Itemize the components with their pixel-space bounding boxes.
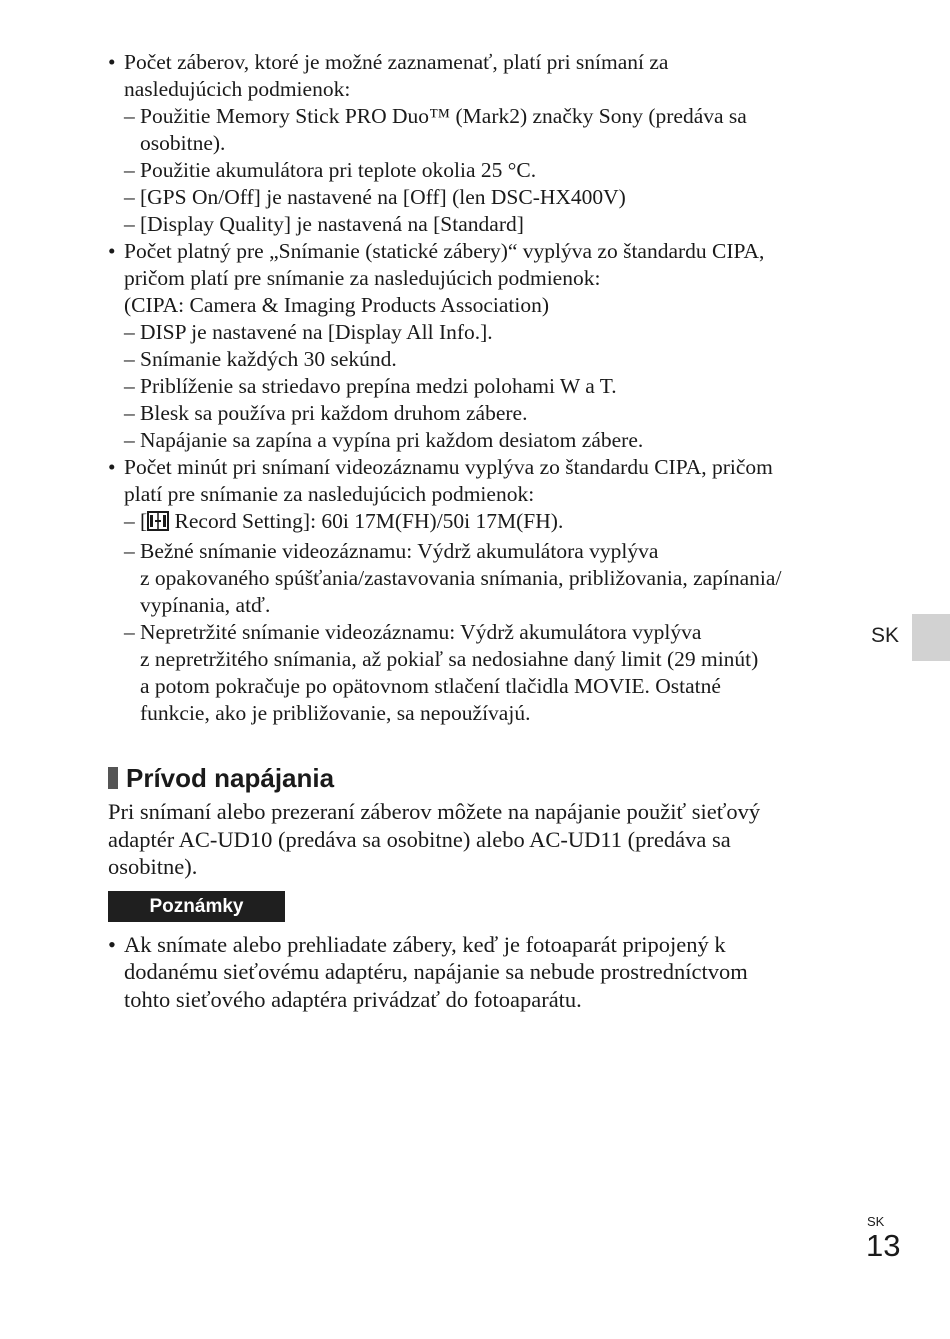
dash-item-continuation <box>108 130 858 157</box>
text-line: pričom platí pre snímanie za nasledujúcich podmienok: <box>124 266 601 290</box>
dash-marker: – <box>124 620 135 644</box>
text-line: (CIPA: Camera & Imaging Products Association) <box>124 293 549 317</box>
heading-bar-icon <box>108 767 118 789</box>
dash-item-continuation <box>108 646 858 673</box>
bullet-item <box>108 49 858 76</box>
text-line: z opakovaného spúšťania/zastavovania snímania, približovania, zapínania/ <box>140 566 782 590</box>
text-line: adaptér AC-UD10 (predáva sa osobitne) alebo AC-UD11 (predáva sa <box>108 826 731 852</box>
dash-item <box>108 400 858 427</box>
bracket-open: [ <box>140 509 148 533</box>
dash-marker: – <box>124 428 135 452</box>
dash-marker: – <box>124 509 135 533</box>
text-line: nasledujúcich podmienok: <box>124 77 351 101</box>
text-line: Počet platný pre „Snímanie (statické zábery)“ vyplýva zo štandardu CIPA, <box>124 239 765 263</box>
text-line: [GPS On/Off] je nastavené na [Off] (len DSC-HX400V) <box>140 185 626 209</box>
dash-item-continuation <box>108 565 858 592</box>
dash-marker: – <box>124 347 135 371</box>
section-heading <box>108 762 858 794</box>
text-line: z nepretržitého snímania, až pokiaľ sa nedosiahne daný limit (29 minút) <box>140 647 759 671</box>
text-line: Snímanie každých 30 sekúnd. <box>140 347 397 371</box>
bullet-marker: • <box>108 239 116 263</box>
text-line: Nepretržité snímanie videozáznamu: Výdrž akumulátora vyplýva <box>140 620 702 644</box>
text-line: Počet minút pri snímaní videozáznamu vyplýva zo štandardu CIPA, pričom <box>124 455 773 479</box>
text-line: Record Setting]: 60i 17M(FH)/50i 17M(FH). <box>169 509 564 533</box>
dash-item <box>108 184 858 211</box>
dash-item-continuation <box>108 592 858 619</box>
bullet-item <box>108 454 858 481</box>
heading-text: Prívod napájania <box>126 763 335 793</box>
notes-body <box>108 931 858 1014</box>
dash-item <box>108 157 858 184</box>
page-number: 13 <box>866 1228 901 1263</box>
bullet-marker: • <box>108 50 116 74</box>
dash-marker: – <box>124 212 135 236</box>
text-line: Napájanie sa zapína a vypína pri každom desiatom zábere. <box>140 428 644 452</box>
text-line: Počet záberov, ktoré je možné zaznamenať, platí pri snímaní za <box>124 50 669 74</box>
text-line: Použitie akumulátora pri teplote okolia 25 °C. <box>140 158 537 182</box>
text-line: Bežné snímanie videozáznamu: Výdrž akumulátora vyplýva <box>140 539 659 563</box>
text-line: Použitie Memory Stick PRO Duo™ (Mark2) značky Sony (predáva sa <box>140 104 747 128</box>
text-line: DISP je nastavené na [Display All Info.]. <box>140 320 493 344</box>
side-tab <box>912 614 950 661</box>
text-line: vypínania, atď. <box>140 593 271 617</box>
dash-item <box>108 211 858 238</box>
dash-item <box>108 427 858 454</box>
bullet-marker: • <box>108 455 116 479</box>
section-body <box>108 798 858 881</box>
text-line: osobitne). <box>140 131 226 155</box>
dash-item <box>108 619 858 646</box>
side-tab-label: SK <box>871 624 900 647</box>
text-line: tohto sieťového adaptéra privádzať do fotoaparátu. <box>124 986 582 1012</box>
dash-marker: – <box>124 374 135 398</box>
page-content <box>108 49 858 1013</box>
text-line: Priblíženie sa striedavo prepína medzi polohami W a T. <box>140 374 617 398</box>
dash-item <box>108 373 858 400</box>
dash-item <box>108 319 858 346</box>
text-line: dodanému sieťovému adaptéru, napájanie sa nebude prostredníctvom <box>124 959 748 984</box>
dash-marker: – <box>124 320 135 344</box>
text-line: Pri snímaní alebo prezeraní záberov môžete na napájanie použiť sieťový <box>108 799 761 824</box>
text-line: platí pre snímanie za nasledujúcich podmienok: <box>124 482 535 506</box>
bullet-item <box>108 238 858 265</box>
text-line: osobitne). <box>108 854 198 879</box>
dash-marker: – <box>124 401 135 425</box>
notes-label: Poznámky <box>108 891 285 922</box>
text-line: a potom pokračuje po opätovnom stlačení tlačidla MOVIE. Ostatné <box>140 674 721 698</box>
bullet-marker: • <box>108 931 116 957</box>
dash-marker: – <box>124 185 135 209</box>
dash-marker: – <box>124 104 135 128</box>
dash-marker: – <box>124 539 135 563</box>
bullet-item <box>108 931 858 959</box>
dash-item-continuation <box>108 700 858 727</box>
page-language: SK <box>867 1214 885 1229</box>
dash-item <box>108 508 858 538</box>
dash-item-continuation <box>108 673 858 700</box>
text-line: [Display Quality] je nastavená na [Standard] <box>140 212 524 236</box>
dash-item <box>108 346 858 373</box>
text-line: Blesk sa používa pri každom druhom zábere. <box>140 401 528 425</box>
text-line: Ak snímate alebo prehliadate zábery, keď je fotoaparát pripojený k <box>124 931 726 957</box>
dash-marker: – <box>124 158 135 182</box>
text-line: funkcie, ako je približovanie, sa nepoužívajú. <box>140 701 531 725</box>
dash-item <box>108 538 858 565</box>
dash-item <box>108 103 858 130</box>
film-strip-icon <box>147 511 169 538</box>
